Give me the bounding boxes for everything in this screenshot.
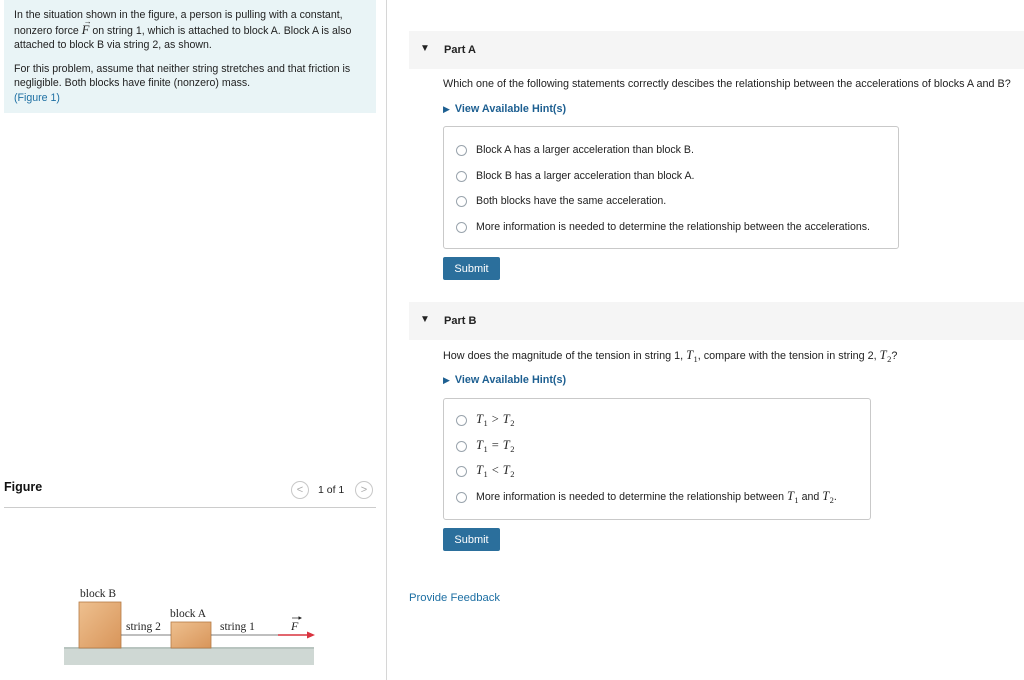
- figure-link[interactable]: (Figure 1): [14, 91, 60, 104]
- part-a-choice[interactable]: More information is needed to determine the relationship between the accelerations.: [456, 218, 870, 236]
- part-b-choice[interactable]: $T_1 = T_2$: [456, 437, 514, 455]
- part-a-hint-link[interactable]: ▶ View Available Hint(s): [443, 103, 567, 115]
- figure-diagram: [60, 580, 320, 670]
- part-b-collapse-icon[interactable]: ▼: [420, 314, 430, 325]
- next-figure-button[interactable]: >: [355, 481, 373, 499]
- part-b-header[interactable]: [409, 302, 1024, 340]
- caret-right-icon: ▶: [443, 104, 450, 114]
- label-block-b: block B: [80, 588, 117, 600]
- figure-title: Figure: [4, 480, 43, 494]
- ground: [64, 647, 314, 665]
- part-a-choice[interactable]: Both blocks have the same acceleration.: [456, 192, 666, 210]
- part-b-submit-button[interactable]: Submit: [443, 528, 500, 551]
- part-a-collapse-icon[interactable]: ▼: [420, 43, 430, 54]
- figure-header: [4, 480, 376, 508]
- part-a-question: Which one of the following statements correctly descibes the relationship between the accelerations of blocks A and B?: [443, 78, 1011, 90]
- radio-button[interactable]: [456, 441, 467, 452]
- intro-paragraph-1: In the situation shown in the figure, a person is pulling with a constant, nonzero force → F on string 1, which is attached to block A. Block A is also attached to block B via string 2, as shown.: [14, 8, 366, 53]
- figure-pager-label: 1 of 1: [318, 484, 345, 496]
- provide-feedback-link[interactable]: Provide Feedback: [409, 592, 501, 604]
- problem-intro: [4, 0, 376, 113]
- part-b-choice[interactable]: More information is needed to determine the relationship between $T_1$ and $T_2$.: [456, 488, 837, 506]
- part-b-hint-link[interactable]: ▶ View Available Hint(s): [443, 374, 567, 386]
- label-force: F: [291, 619, 299, 633]
- part-b-choice[interactable]: $T_1 < T_2$: [456, 462, 514, 480]
- force-arrow-head: [307, 632, 315, 639]
- part-b-choices: [443, 398, 871, 520]
- part-a-title: Part A: [444, 44, 476, 56]
- part-b-title: Part B: [444, 315, 477, 327]
- force-symbol: → F: [82, 23, 90, 38]
- radio-button[interactable]: [456, 222, 467, 233]
- radio-button[interactable]: [456, 145, 467, 156]
- part-b-choice[interactable]: $T_1 > T_2$: [456, 411, 514, 429]
- part-b-question: How does the magnitude of the tension in string 1, $T_1$, compare with the tension in string 2, $T_2$?: [443, 348, 898, 364]
- radio-button[interactable]: [456, 466, 467, 477]
- force-label-arrow-head: [299, 616, 303, 619]
- radio-button[interactable]: [456, 415, 467, 426]
- previous-figure-button[interactable]: <: [291, 481, 309, 499]
- radio-button[interactable]: [456, 196, 467, 207]
- block-b: [79, 602, 121, 648]
- caret-right-icon: ▶: [443, 375, 450, 385]
- block-a: [171, 622, 211, 648]
- radio-button[interactable]: [456, 492, 467, 503]
- label-block-a: block A: [170, 608, 207, 620]
- part-a-choice[interactable]: Block B has a larger acceleration than block A.: [456, 167, 694, 185]
- column-divider: [386, 0, 387, 680]
- radio-button[interactable]: [456, 171, 467, 182]
- part-a-header[interactable]: [409, 31, 1024, 69]
- part-a-choices: [443, 126, 899, 249]
- label-string-1: string 1: [220, 621, 255, 633]
- symbol-t2: $T_2$: [879, 348, 892, 364]
- part-a-choice[interactable]: Block A has a larger acceleration than block B.: [456, 141, 694, 159]
- part-a-submit-button[interactable]: Submit: [443, 257, 500, 280]
- intro-paragraph-2: For this problem, assume that neither string stretches and that friction is negligible. Both blocks have finite (nonzero) mass. (Figure 1): [14, 62, 351, 104]
- label-string-2: string 2: [126, 621, 161, 633]
- symbol-t1: $T_1$: [686, 348, 698, 364]
